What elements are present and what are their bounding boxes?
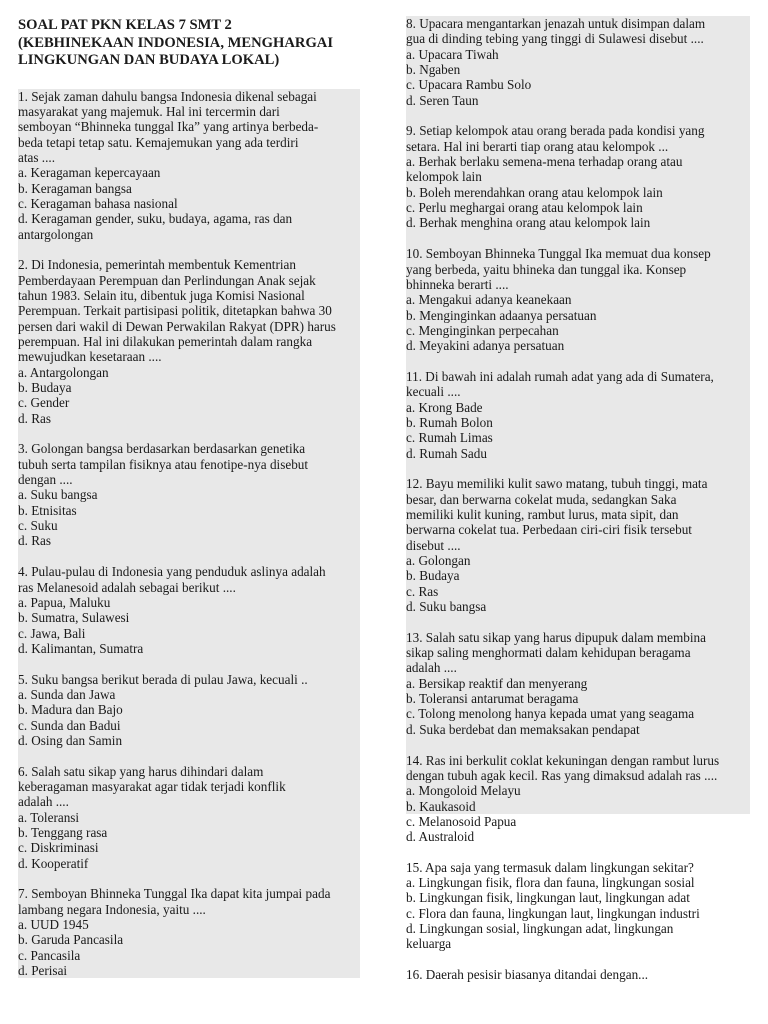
answer-option: a. Lingkungan fisik, flora dan fauna, lingkungan sosial (406, 874, 695, 890)
question-text-line: 9. Setiap kelompok atau orang berada pada kondisi yang (406, 123, 705, 139)
answer-option: a. Upacara Tiwah (406, 46, 499, 62)
answer-option: d. Lingkungan sosial, lingkungan adat, lingkungan (406, 920, 674, 936)
answer-option: a. Antargolongan (18, 364, 109, 380)
question-5 (18, 672, 360, 764)
question-text-line: tahun 1983. Selain itu, dibentuk juga Komisi Nasional (18, 287, 305, 303)
answer-option: b. Toleransi antarumat beragama (406, 691, 579, 707)
question-12 (406, 476, 750, 629)
answer-option: a. Mongoloid Melayu (406, 783, 521, 799)
answer-option: c. Diskriminasi (18, 840, 99, 856)
answer-option: d. Ras (18, 410, 51, 426)
answer-option: d. Meyakini adanya persatuan (406, 338, 565, 354)
question-text-line: Perempuan. Terkait partisipasi politik, ditetapkan bahwa 30 (18, 303, 332, 319)
answer-option: b. Rumah Bolon (406, 414, 493, 430)
question-text-line: yang berbeda, yaitu bhineka dan tunggal ika. Konsep (406, 261, 687, 277)
answer-option: c. Gender (18, 395, 70, 411)
answer-option: d. Australoid (406, 829, 750, 844)
answer-option: c. Flora dan fauna, lingkungan laut, lingkungan industri (406, 905, 700, 921)
answer-option: b. Keragaman bangsa (18, 180, 132, 196)
answer-option: c. Sunda dan Badui (18, 717, 121, 733)
answer-option: b. Etnisitas (18, 502, 77, 518)
question-text-line: tubuh serta tampilan fisiknya atau fenotipe-nya disebut (18, 456, 309, 472)
question-text-line: adalah .... (406, 660, 457, 676)
question-text-line: mewujudkan kesetaraan .... (18, 349, 162, 365)
question-text-line: 1. Sejak zaman dahulu bangsa Indonesia dikenal sebagai (18, 88, 317, 104)
question-text-line: dengan tubuh agak kecil. Ras yang dimaksud adalah ras .... (406, 767, 718, 783)
answer-option: b. Garuda Pancasila (18, 932, 124, 948)
question-text-line: 3. Golongan bangsa berdasarkan berdasarkan genetika (18, 441, 306, 457)
shaded-question-block (18, 89, 360, 979)
answer-option: a. Bersikap reaktif dan menyerang (406, 675, 588, 691)
answer-option: a. Toleransi (18, 809, 80, 825)
question-text-line: bhinneka berarti .... (406, 276, 509, 292)
answer-option: d. Suku bangsa (406, 599, 487, 615)
answer-option: c. Upacara Rambu Solo (406, 77, 532, 93)
question-11 (406, 369, 750, 476)
answer-option: keluarga (406, 936, 452, 952)
answer-option: a. Krong Bade (406, 399, 483, 415)
answer-option: c. Keragaman bahasa nasional (18, 195, 178, 211)
question-text-line: setara. Hal ini berarti tiap orang atau kelompok ... (406, 138, 669, 154)
question-text-line: ras Melanesoid adalah sebagai berikut .... (18, 579, 236, 595)
question-8 (406, 16, 750, 123)
question-text-line: lambang negara Indonesia, yaitu .... (18, 901, 206, 917)
answer-option: b. Ngaben (406, 62, 461, 78)
answer-option: a. Keragaman kepercayaan (18, 165, 161, 181)
answer-option: b. Budaya (406, 568, 460, 584)
question-10 (406, 246, 750, 369)
left-column (18, 0, 360, 978)
shaded-question-block (406, 16, 750, 845)
right-column (406, 0, 750, 982)
answer-option: a. Golongan (406, 553, 471, 569)
answer-option: b. Kaukasoid (406, 798, 476, 814)
answer-option: d. Kalimantan, Sumatra (18, 640, 144, 656)
answer-option: c. Suku (18, 518, 58, 534)
answer-option: c. Menginginkan perpecahan (406, 322, 559, 338)
question-7 (18, 886, 360, 978)
answer-option: d. Berhak menghina orang atau kelompok lain (406, 215, 651, 231)
answer-option: c. Melanosoid Papua (406, 814, 750, 829)
title-line: (KEBHINEKAAN INDONESIA, MENGHARGAI (18, 34, 334, 51)
answer-option: a. Suku bangsa (18, 487, 98, 503)
answer-option: d. Osing dan Samin (18, 732, 123, 748)
question-text-line: 8. Upacara mengantarkan jenazah untuk disimpan dalam (406, 16, 706, 31)
question-9 (406, 123, 750, 246)
question-text-line: 7. Semboyan Bhinneka Tunggal Ika dapat kita jumpai pada (18, 886, 331, 902)
answer-option: a. UUD 1945 (18, 917, 89, 933)
question-text-line: kecuali .... (406, 384, 461, 400)
question-text-line: gua di dinding tebing yang tinggi di Sulawesi disebut .... (406, 31, 704, 47)
question-text-line: 14. Ras ini berkulit coklat kekuningan dengan rambut lurus (406, 752, 720, 768)
question-2 (18, 257, 360, 441)
question-text-line: semboyan “Bhinneka tunggal Ika” yang artinya berbeda- (18, 119, 319, 135)
question-text-line: 15. Apa saja yang termasuk dalam lingkungan sekitar? (406, 859, 694, 875)
answer-option: b. Boleh merendahkan orang atau kelompok lain (406, 184, 663, 200)
question-text-line: 11. Di bawah ini adalah rumah adat yang ada di Sumatera, (406, 368, 714, 384)
answer-option: c. Tolong menolong hanya kepada umat yang seagama (406, 706, 695, 722)
question-text-line: keberagaman masyarakat agar tidak terjadi konflik (18, 778, 286, 794)
question-text-line: beda tetapi tetap satu. Kemajemukan yang ada terdiri (18, 134, 299, 150)
answer-option: c. Rumah Limas (406, 430, 493, 446)
question-text-line: berwarna cokelat tua. Perbedaan ciri-ciri fisik tersebut (406, 522, 692, 538)
question-text-line: 12. Bayu memiliki kulit sawo matang, tubuh tinggi, mata (406, 476, 708, 492)
question-text-line: besar, dan berwarna cokelat muda, sedangkan Saka (406, 491, 677, 507)
answer-option: b. Madura dan Bajo (18, 702, 123, 718)
question-text-line: 6. Salah satu sikap yang harus dihindari dalam (18, 763, 264, 779)
answer-option: c. Pancasila (18, 947, 81, 963)
question-text-line: disebut .... (406, 537, 461, 553)
question-text-line: perempuan. Hal ini dilakukan pemerintah dalam rangka (18, 334, 313, 349)
question-6 (18, 764, 360, 887)
question-3 (18, 441, 360, 564)
question-text-line: 5. Suku bangsa berikut berada di pulau Jawa, kecuali .. (18, 671, 308, 687)
answer-option: d. Kooperatif (18, 855, 89, 871)
answer-option: c. Perlu meghargai orang atau kelompok lain (406, 200, 643, 216)
answer-option: c. Jawa, Bali (18, 625, 86, 641)
answer-option: antargolongan (18, 226, 94, 242)
title-line: LINGKUNGAN DAN BUDAYA LOKAL) (18, 52, 280, 68)
question-text-line: 10. Semboyan Bhinneka Tunggal Ika memuat dua konsep (406, 246, 711, 262)
answer-option: b. Menginginkan adaanya persatuan (406, 307, 597, 323)
answer-option: d. Ras (18, 533, 51, 549)
document-title (18, 17, 360, 70)
question-14 (406, 753, 750, 845)
question-text-line: masyarakat yang majemuk. Hal ini tercermin dari (18, 103, 280, 119)
answer-option: c. Ras (406, 583, 439, 599)
answer-option: d. Perisai (18, 963, 68, 979)
title-line: SOAL PAT PKN KELAS 7 SMT 2 (18, 17, 232, 33)
question-13 (406, 630, 750, 753)
question-1 (18, 89, 360, 258)
question-text-line: atas .... (18, 149, 55, 165)
question-text-line: adalah .... (18, 794, 69, 810)
question-text-line: 2. Di Indonesia, pemerintah membentuk Kementrian (18, 257, 296, 273)
question-15 (406, 860, 750, 967)
answer-option: kelompok lain (406, 169, 482, 185)
question-text-line: sikap saling menghormati dalam kehidupan beragama (406, 645, 691, 661)
answer-option: a. Sunda dan Jawa (18, 686, 116, 702)
question-text-line: persen dari wakil di Dewan Perwakilan Rakyat (DPR) harus (18, 318, 336, 334)
question-16 (406, 967, 750, 982)
answer-option: b. Sumatra, Sulawesi (18, 610, 130, 626)
answer-option: b. Lingkungan fisik, lingkungan laut, lingkungan adat (406, 890, 690, 906)
question-text-line: 13. Salah satu sikap yang harus dipupuk dalam membina (406, 629, 706, 645)
unshaded-question-block (406, 860, 750, 983)
answer-option: d. Suka berdebat dan memaksakan pendapat (406, 721, 640, 737)
question-text-line: 4. Pulau-pulau di Indonesia yang penduduk aslinya adalah (18, 564, 326, 580)
answer-option: d. Keragaman gender, suku, budaya, agama, ras dan (18, 211, 293, 227)
question-4 (18, 564, 360, 671)
answer-option: b. Budaya (18, 380, 72, 396)
question-text-line: memiliki kulit kuning, rambut lurus, mata sipit, dan (406, 507, 679, 522)
question-text-line: Pemberdayaan Perempuan dan Perlindungan Anak sejak (18, 272, 316, 288)
question-text-line: dengan .... (18, 472, 73, 488)
answer-option: b. Tenggang rasa (18, 825, 108, 840)
question-text-line: 16. Daerah pesisir biasanya ditandai dengan... (406, 966, 649, 982)
answer-option: a. Papua, Maluku (18, 594, 111, 610)
answer-option: d. Seren Taun (406, 92, 479, 108)
answer-option: a. Mengakui adanya keanekaan (406, 292, 572, 308)
answer-option: a. Berhak berlaku semena-mena terhadap orang atau (406, 154, 683, 170)
answer-option: d. Rumah Sadu (406, 445, 487, 461)
